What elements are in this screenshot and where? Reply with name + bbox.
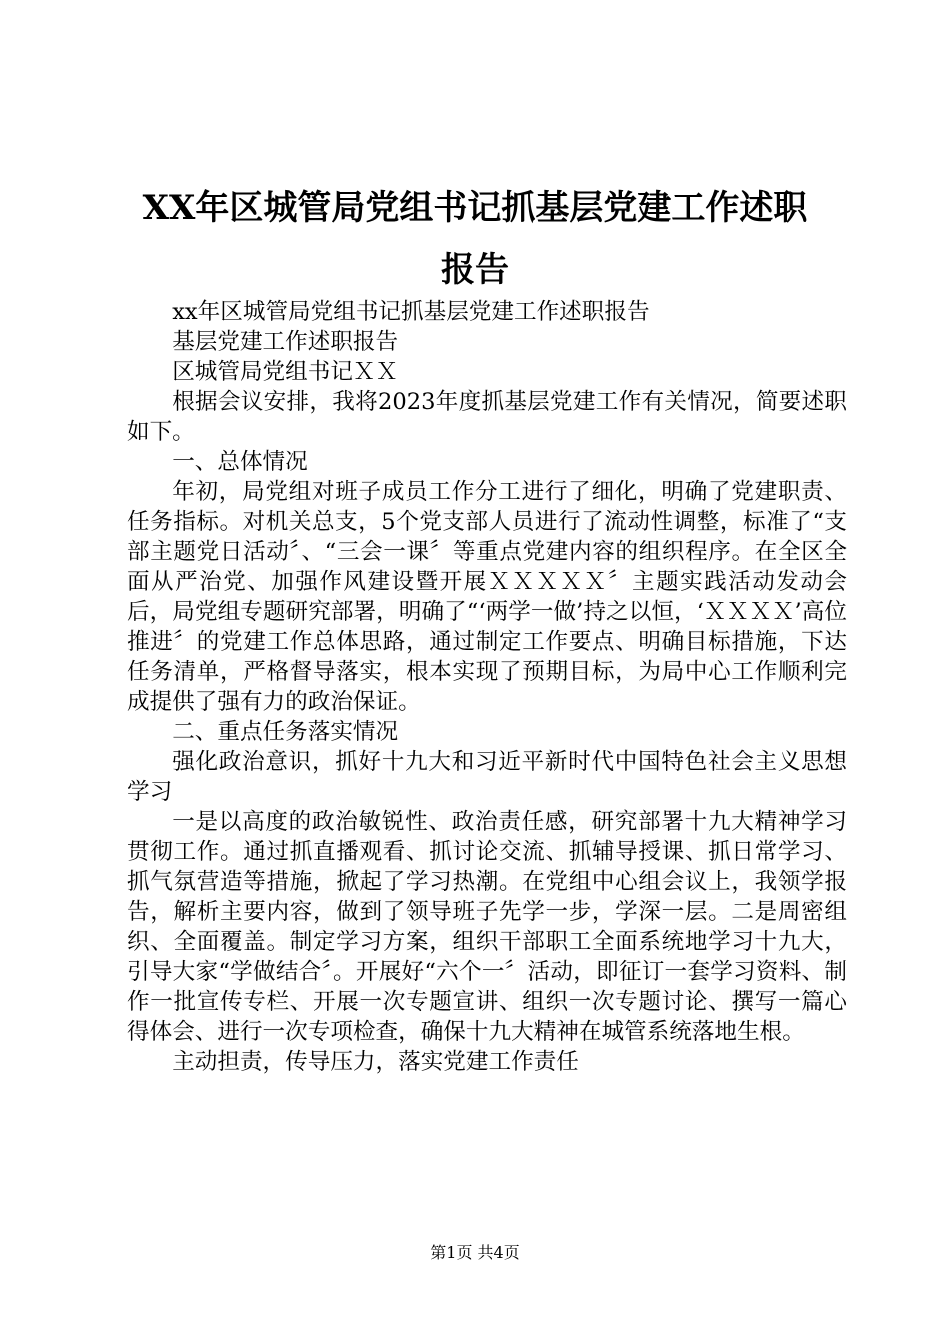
subheading-responsibility: 主动担责，传导压力，落实党建工作责任 [172,1049,579,1075]
paragraph-subtitle: 基层党建工作述职报告 [172,329,399,355]
page-number-footer: 第1页 共4页 [430,1243,520,1262]
section-heading-overall: 一、总体情况 [172,449,308,475]
document-title-line-2: 报告 [441,250,509,290]
paragraph-study-work: 一是以高度的政治敏锐性、政治责任感，研究部署十九大精神学习贯彻工作。通过抓直播观看、抓讨论交流、抓辅导授课、抓日常学习、抓气氛营造等措施，掀起了学习热潮。在党组中心组会议上，我领学报告，解析主要内容，做到了领导班子先学一步，学深一层。二是周密组织、全面覆盖。制定学习方案，组织干部职工全面系统地学习十九大，引导大家“学做结合〞。开展好“六个一〞活动，即征订一套学习资料、制作一批宣传专栏、开展一次专题宣讲、组织一次专题讨论、撰写一篇心得体会、进行一次专项检查，确保十九大精神在城管系统落地生根。 [127,809,847,1045]
paragraph-intro: 根据会议安排，我将2023年度抓基层党建工作有关情况，简要述职如下。 [127,389,847,445]
section-heading-key-tasks: 二、重点任务落实情况 [172,719,399,745]
subheading-political-awareness: 强化政治意识，抓好十九大和习近平新时代中国特色社会主义思想学习 [127,749,847,805]
document-title-line-1: XX年区城管局党组书记抓基层党建工作述职 [142,188,808,228]
paragraph-report-name: xx年区城管局党组书记抓基层党建工作述职报告 [172,299,650,325]
paragraph-overall: 年初，局党组对班子成员工作分工进行了细化，明确了党建职责、任务指标。对机关总支，5个党支部人员进行了流动性调整，标准了“支部主题党日活动〞、“三会一课〞等重点党建内容的组织程序。在全区全面从严治党、加强作风建设暨开展ＸＸＸＸＸ〞主题实践活动发动会后，局党组专题研究部署，明确了“‘两学一做’持之以恒，‘ＸＸＸＸ’高位推进〞的党建工作总体思路，通过制定工作要点、明确目标措施，下达任务清单，严格督导落实，根本实现了预期目标，为局中心工作顺利完成提供了强有力的政治保证。 [127,479,847,715]
document-body [127,297,847,1077]
paragraph-author: 区城管局党组书记ＸＸ [172,359,399,385]
